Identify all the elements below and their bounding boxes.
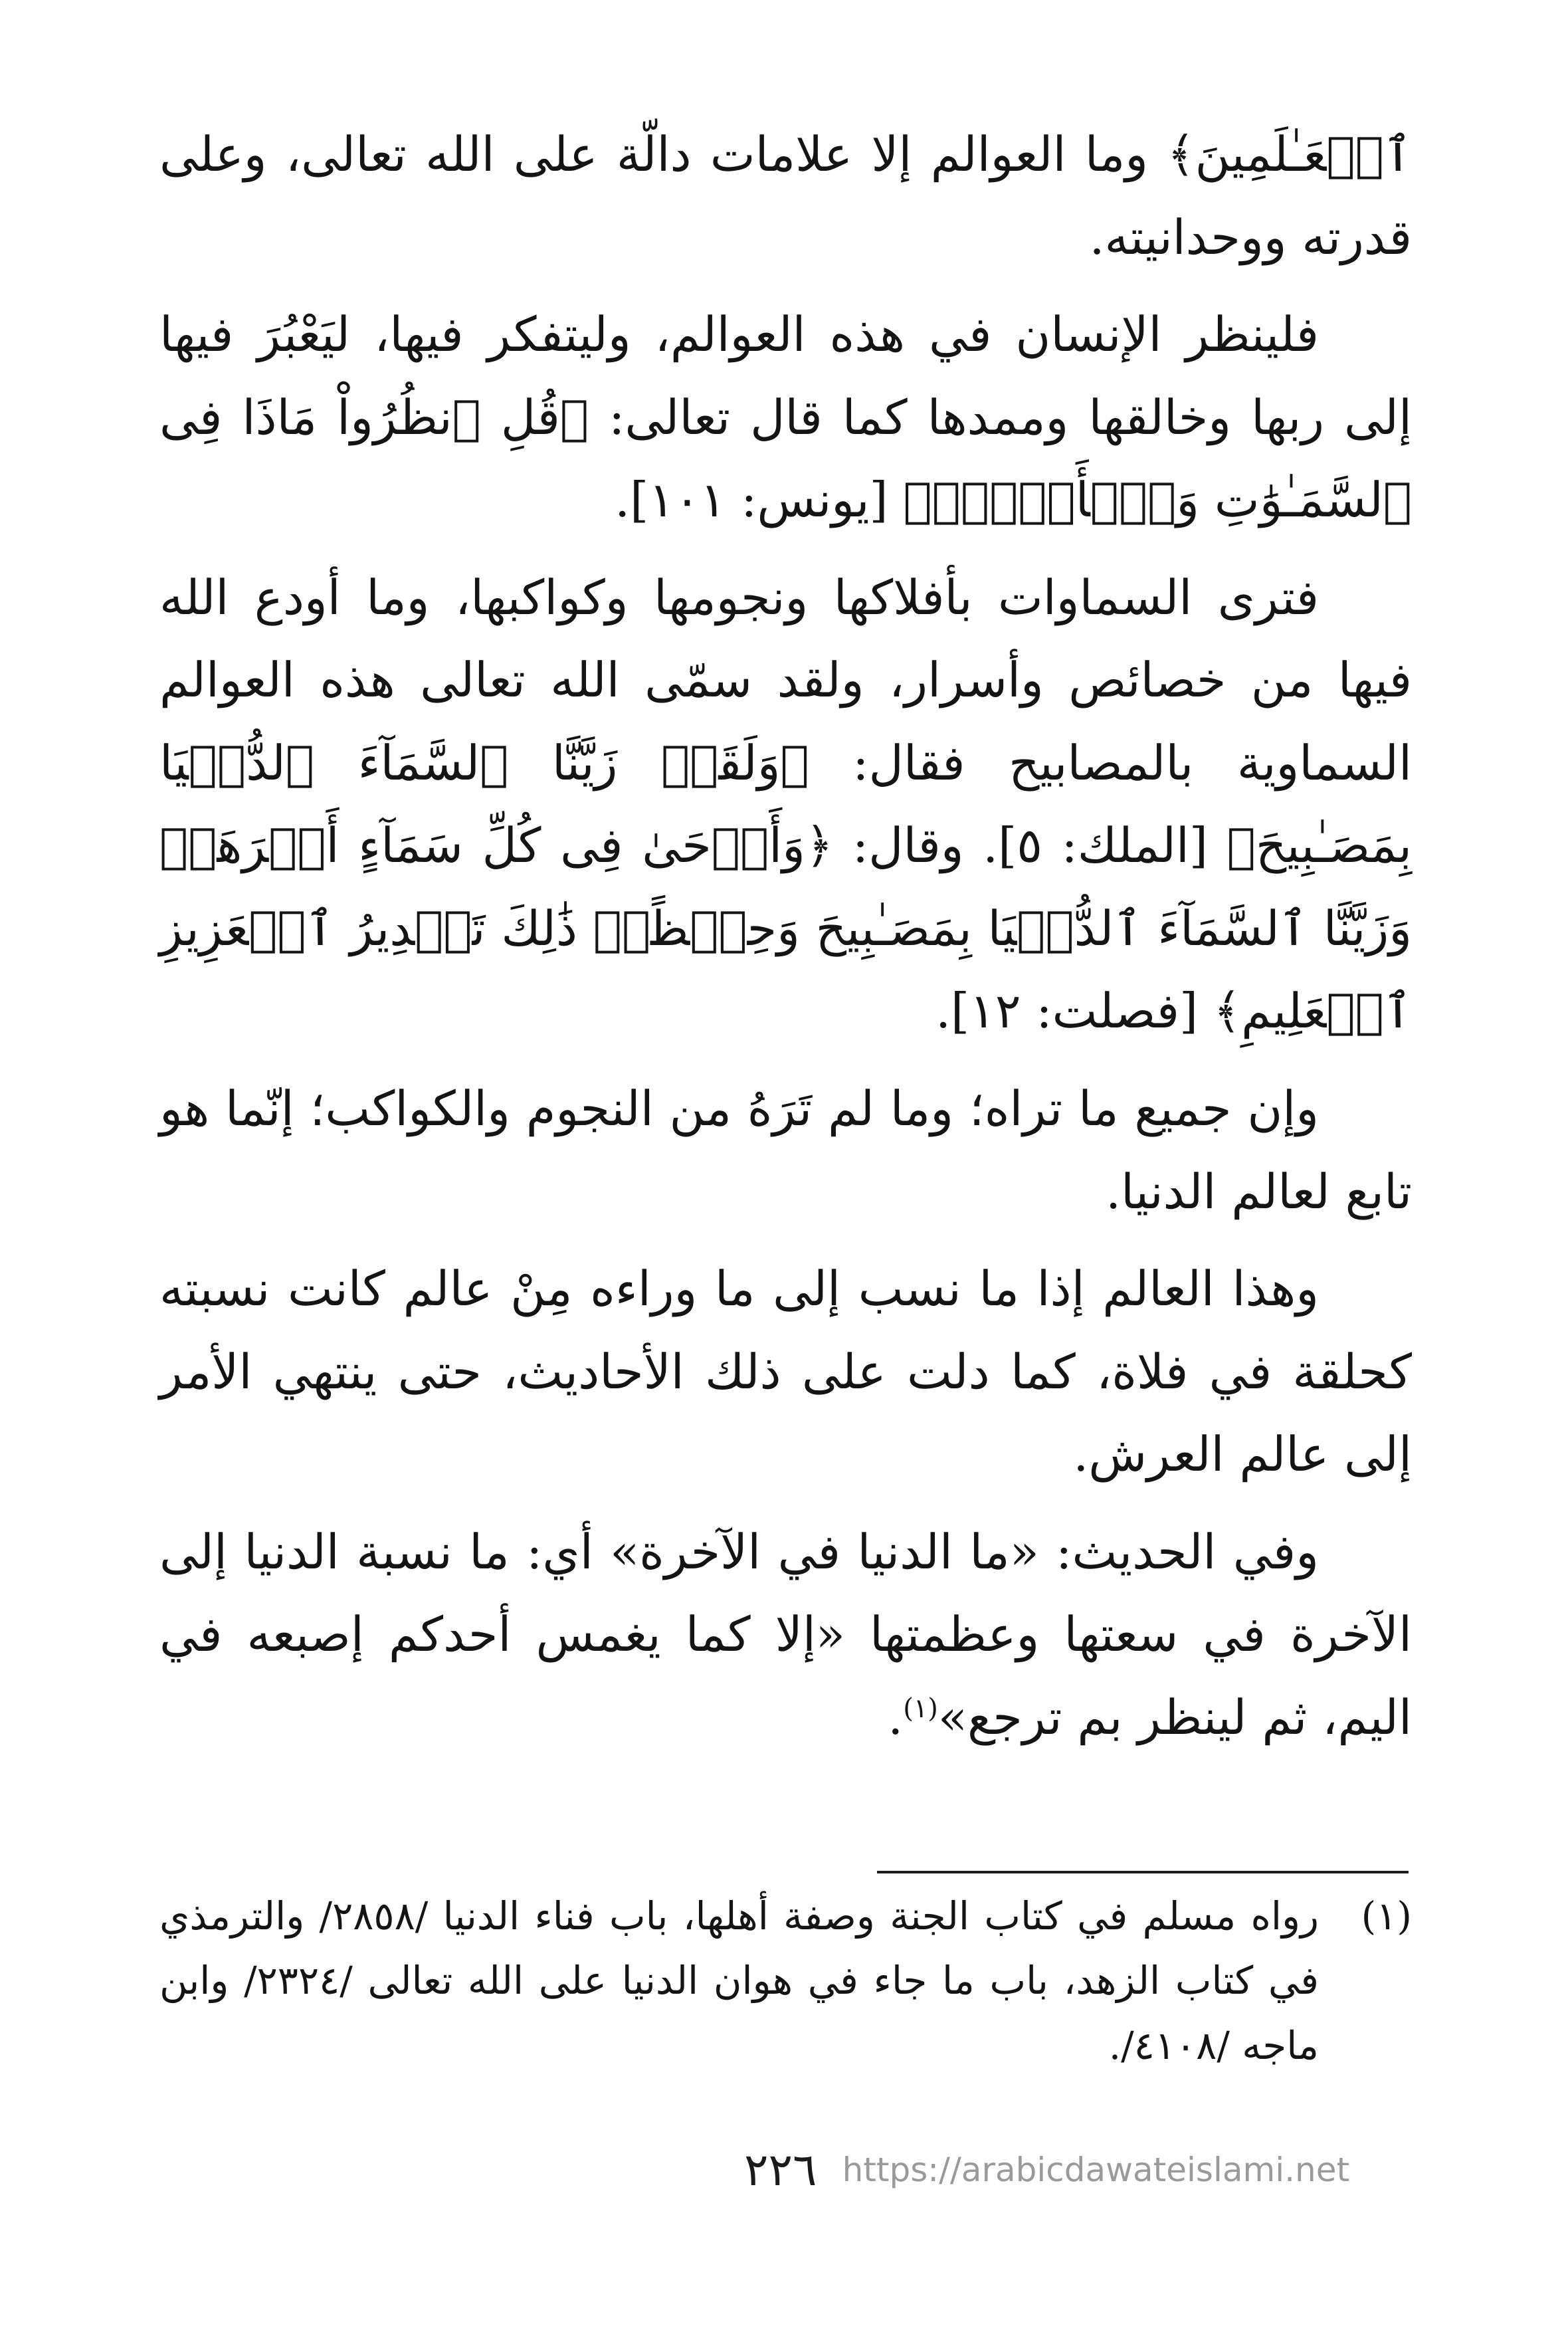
source-url-watermark[interactable]: https://arabicdawateislami.net bbox=[842, 2151, 1350, 2189]
page-footer bbox=[744, 2137, 1349, 2203]
footnote-text: رواه مسلم في كتاب الجنة وصفة أهلها، باب فناء الدنيا /٢٨٥٨/ والترمذي في كتاب الزهد، باب ما جاء في هوان الدنيا على الله تعالى /٢٣٢٤/ وابن ماجه /٤١٠٨/. bbox=[159, 1893, 1320, 2068]
footnote-separator bbox=[877, 1871, 1409, 1873]
footnote-number: (١) bbox=[1361, 1893, 1412, 1939]
page-number: ٢٢٦ bbox=[744, 2143, 817, 2196]
paragraph-4: وإن جميع ما تراه؛ وما لم تَرَهُ من النجوم والكواكب؛ إنّما هو تابع لعالم الدنيا. bbox=[159, 1081, 1412, 1220]
main-text bbox=[159, 113, 1412, 1773]
paragraph-6 bbox=[159, 1511, 1412, 1759]
footnote-item bbox=[159, 1884, 1412, 2078]
paragraph-2: فلينظر الإنسان في هذه العوالم، وليتفكر فيها، ليَعْبُرَ فيها إلى ربها وخالقها وممدها كما قال تعالى: ﴿قُلِ ٱنظُرُواْ مَاذَا فِى ٱلسَّمَـٰوَٰتِ وَٱلۡأَرۡضِۚ﴾ [يونس: ١٠١]. bbox=[159, 306, 1413, 528]
paragraph-6-text: وفي الحديث: «ما الدنيا في الآخرة» أي: ما نسبة الدنيا إلى الآخرة في سعتها وعظمتها «إلا كما يغمس أحدكم إصبعه في اليم، ثم لينظر بم ترجع» bbox=[159, 1523, 1412, 1745]
footnotes bbox=[159, 1884, 1412, 2078]
footnote-reference[interactable]: (١) bbox=[903, 1693, 938, 1724]
paragraph-3: فترى السماوات بأفلاكها ونجومها وكواكبها، وما أودع الله فيها من خصائص وأسرار، ولقد سمّى الله تعالى هذه العوالم السماوية بالمصابيح فقال: ﴿وَلَقَدۡ زَيَّنَّا ٱلسَّمَآءَ ٱلدُّنۡيَا بِمَصَـٰبِيحَ﴾ [الملك: ٥]. وقال: ﴿وَأَوۡحَىٰ فِى كُلِّ سَمَآءٍ أَمۡرَهَاۚ وَزَيَّنَّا ٱلسَّمَآءَ ٱلدُّنۡيَا بِمَصَـٰبِيحَ وَحِفۡظًاۚ ذَٰلِكَ تَقۡدِيرُ ٱلۡعَزِيزِ ٱلۡعَلِيمِ﴾ [فصلت: ١٢]. bbox=[159, 569, 1413, 1039]
paragraph-6-end: . bbox=[888, 1689, 904, 1745]
paragraph-5: وهذا العالم إذا ما نسب إلى ما وراءه مِنْ عالم كانت نسبته كحلقة في فلاة، كما دلت على ذلك الأحاديث، حتى ينتهي الأمر إلى عالم العرش. bbox=[159, 1261, 1412, 1483]
paragraph-1: ٱلۡعَـٰلَمِينَ﴾ وما العوالم إلا علامات دالّة على الله تعالى، وعلى قدرته ووحدانيته. bbox=[159, 126, 1413, 265]
